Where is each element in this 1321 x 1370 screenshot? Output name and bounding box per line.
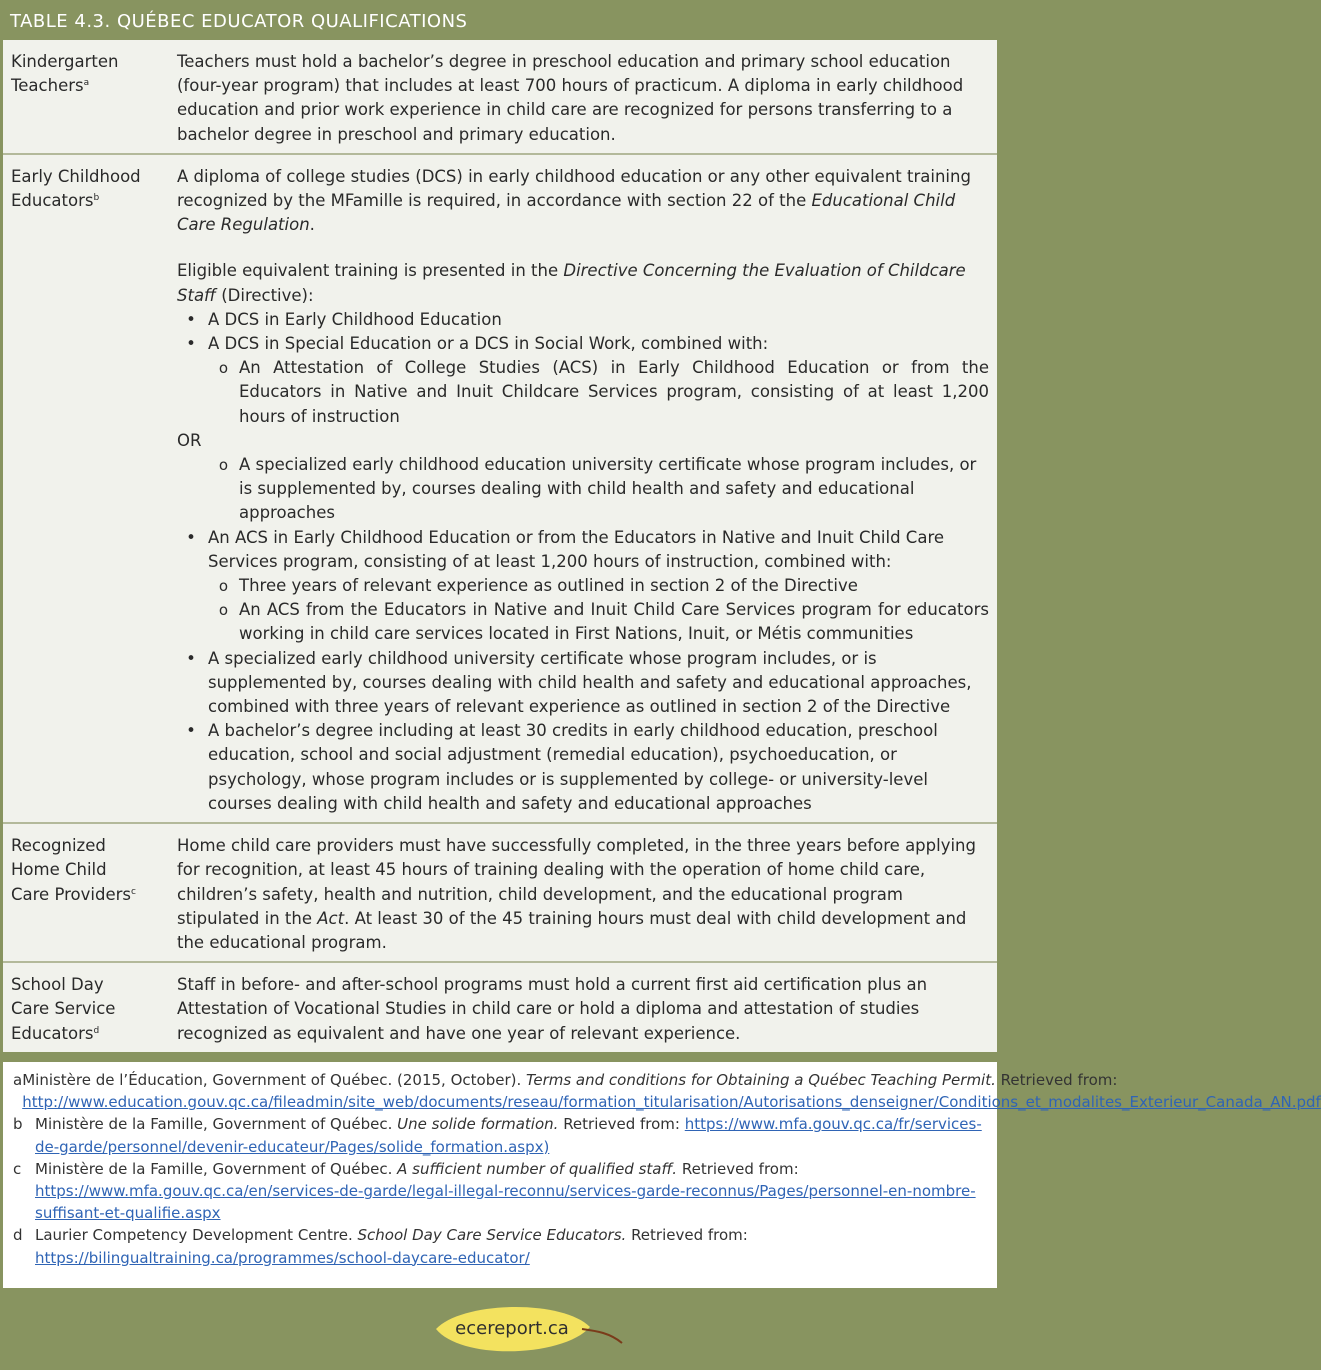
list-item: • A DCS in Early Childhood Education (177, 308, 989, 332)
row-label (3, 40, 170, 153)
list-item: • An ACS in Early Childhood Education or from the Educators in Native and Inuit Child Care Services program, consisting of at least 1,200 hours of instruction, combined with: (177, 526, 989, 574)
table-title: TABLE 4.3. QUÉBEC EDUCATOR QUALIFICATIONS (0, 0, 1000, 40)
footnote-c: c Ministère de la Famille, Government of Québec. A sufficient number of qualified staff. Retrieved from: https://www.mfa.gouv.qc.ca/en/services-de-garde/legal-illegal-reconnu/services-garde-reconnus/Pages/personnel-en-nombre-suffisant-et-qualifie.aspx (13, 1159, 976, 1223)
table-row-early-childhood (3, 155, 997, 824)
footnote-marker: b (93, 193, 100, 204)
list-item: • A specialized early childhood university certificate whose program includes, or is supplemented by, courses dealing with child health and safety and educational approaches, combined with three years of relevant experience as outlined in section 2 of the Directive (177, 647, 989, 720)
or-separator: OR (177, 430, 202, 450)
footnote-marker: c (130, 886, 136, 897)
bullet-icon: • (186, 334, 196, 354)
sub-list-item: o Three years of relevant experience as outlined in section 2 of the Directive (177, 574, 989, 598)
row-label (3, 824, 170, 961)
footnote-link[interactable]: http://www.education.gouv.qc.ca/fileadmin/site_web/documents/reseau/formation_titularisation/Autorisations_denseigner/Conditions_et_modalites_Exterieur_Canada_AN.pdf (22, 1093, 1321, 1112)
row-label (3, 963, 170, 1052)
row-label-line: Home Child (11, 860, 107, 880)
sub-bullet-icon: o (218, 456, 229, 475)
bullet-icon: • (186, 721, 196, 741)
bullet-icon: • (186, 648, 196, 668)
footnote-b: b Ministère de la Famille, Government of Québec. Une solide formation. Retrieved from: https://www.mfa.gouv.qc.ca/fr/services-de-garde/personnel/devenir-educateur/Pages/solide_formation.aspx) (13, 1115, 982, 1156)
sub-bullet-icon: o (218, 359, 229, 378)
row-text: Teachers must hold a bachelor’s degree in preschool education and primary school education (four-year program) that includes at least 700 hours of practicum. A diploma in early childhood education and prior work experience in child care are recognized for persons transferring to a bachelor degree in preschool and primary education. (177, 52, 964, 144)
row-label-line: Care Providers (11, 884, 131, 904)
ecereport-logo[interactable] (432, 1299, 632, 1365)
footnote-link[interactable]: https://www.mfa.gouv.qc.ca/fr/services-de-garde/personnel/devenir-educateur/Pages/solide_formation.aspx) (35, 1115, 982, 1156)
row-description (170, 40, 997, 153)
table-row-kindergarten (3, 40, 997, 155)
sub-list-item: o A specialized early childhood education university certificate whose program includes, or is supplemented by, courses dealing with child health and safety and educational approaches (177, 453, 989, 526)
row-description (170, 963, 997, 1052)
row-label-line: Educators (11, 1023, 94, 1043)
row-label (3, 155, 170, 822)
sub-bullet-icon: o (218, 577, 229, 596)
footnote-link[interactable]: https://bilingualtraining.ca/programmes/school-daycare-educator/ (35, 1248, 530, 1267)
paragraph: A diploma of college studies (DCS) in early childhood education or any other equivalent training recognized by the MFamille is required, in accordance with section 22 of the Educational Child Care Regulation. (177, 166, 971, 235)
sub-list-item: o An ACS from the Educators in Native and Inuit Child Care Services program for educators working in child care services located in First Nations, Inuit, or Métis communities (177, 598, 989, 646)
bullet-icon: • (186, 309, 196, 329)
row-text: Staff in before- and after-school programs must hold a current first aid certification plus an Attestation of Vocational Studies in child care or hold a diploma and attestation of studies recognized as equivalent and have one year of relevant experience. (177, 975, 928, 1043)
paragraph: Eligible equivalent training is presented in the Directive Concerning the Evaluation of Childcare Staff (Directive): (177, 261, 966, 305)
sub-list-item: o An Attestation of College Studies (ACS) in Early Childhood Education or from the Educators in Native and Inuit Childcare Services program, consisting of at least 1,200 hours of instruction (177, 356, 989, 429)
sub-bullet-icon: o (218, 601, 229, 620)
footnote-marker: a (83, 78, 90, 89)
qualifications-table (3, 40, 997, 1052)
row-label-line: School Day (11, 975, 104, 995)
bullet-icon: • (186, 527, 196, 547)
row-label-line: Early Childhood (11, 166, 141, 186)
table-row-school-day-care (3, 963, 997, 1052)
table-row-home-child-care (3, 824, 997, 963)
list-item: • A DCS in Special Education or a DCS in Social Work, combined with: (177, 332, 989, 356)
list-item: • A bachelor’s degree including at least 30 credits in early childhood education, preschool education, school and social adjustment (remedial education), psychoeducation, or psychology, whose program includes or is supplemented by college- or university-level courses dealing with child health and safety and educational approaches (177, 719, 989, 816)
footnotes (3, 1062, 1321, 1288)
row-label-line: Kindergarten (11, 52, 119, 71)
row-label-line: Teachers (11, 76, 84, 96)
footnote-a: a Ministère de l’Éducation, Government of Québec. (2015, October). Terms and conditions for Obtaining a Québec Teaching Permit. Retrieved from: http://www.education.gouv.qc.ca/fileadmin/site_web/documents/reseau/formation_titularisation/Autorisations_denseigner/Conditions_et_modalites_Exterieur_Canada_AN.pdf (13, 1071, 1321, 1112)
logo-text: ecereport.ca (455, 1318, 569, 1339)
row-label-line: Care Service (11, 999, 116, 1019)
footnote-link[interactable]: https://www.mfa.gouv.qc.ca/en/services-de-garde/legal-illegal-reconnu/services-garde-reconnus/Pages/personnel-en-nombre-suffisant-et-qualifie.aspx (35, 1182, 976, 1223)
footnote-marker: d (93, 1025, 100, 1036)
footnote-d: d Laurier Competency Development Centre. School Day Care Service Educators. Retrieved from: https://bilingualtraining.ca/programmes/school-daycare-educator/ (13, 1226, 748, 1267)
row-description (170, 155, 997, 822)
row-label-line: Educators (11, 191, 94, 211)
row-description: Home child care providers must have successfully completed, in the three years before applying for recognition, at least 45 hours of training dealing with the operation of home child care, children’s safety, health and nutrition, child development, and the educational program stipulated in the Act. At least 30 of the 45 training hours must deal with child development and the educational program. (177, 836, 976, 952)
row-label-line: Recognized (11, 836, 106, 856)
